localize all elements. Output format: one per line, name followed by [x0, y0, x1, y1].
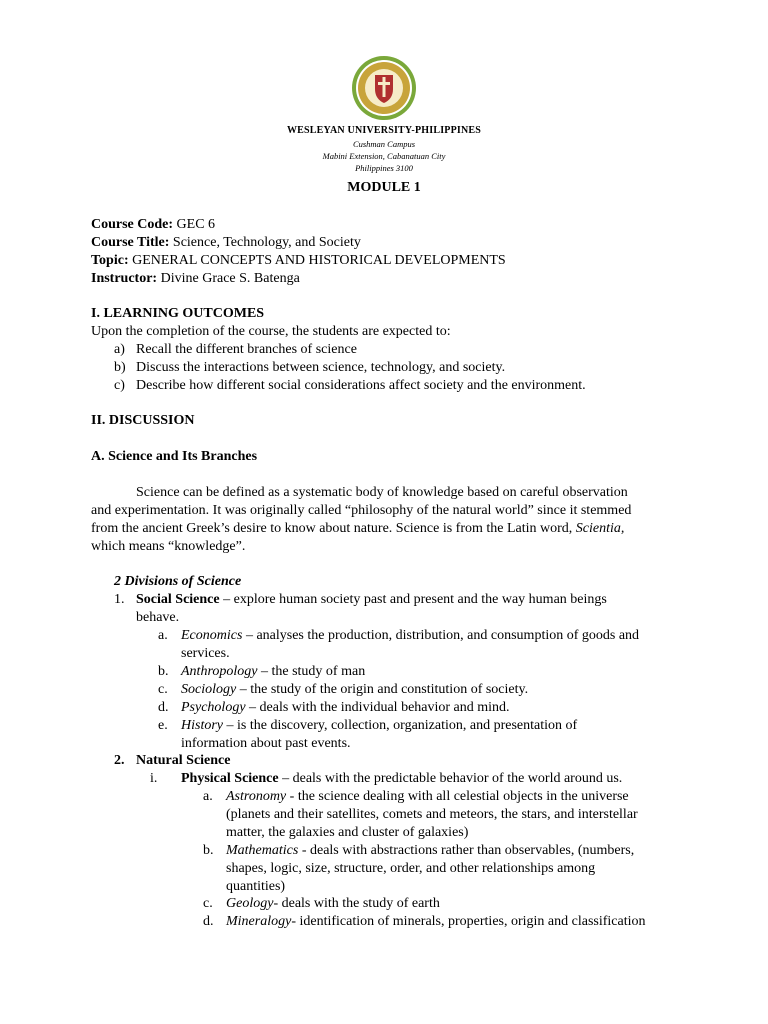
mathematics-def-cont-2: quantities) — [226, 879, 286, 894]
outcome-item-b: Discuss the interactions between science, technology, and society. — [136, 360, 506, 375]
mineralogy-def: - identification of minerals, properties, origin and classification — [291, 914, 646, 929]
instructor-label: Instructor: — [91, 271, 158, 286]
social-science-line — [136, 591, 607, 608]
astronomy-term: Astronomy — [226, 789, 287, 804]
sociology-marker: c. — [158, 682, 168, 697]
astronomy-def: - the science dealing with all celestial objects in the universe — [286, 789, 629, 804]
sociology-term: Sociology — [181, 682, 237, 697]
paragraph-line-4: which means “knowledge”. — [91, 539, 246, 554]
mineralogy-line — [226, 913, 646, 930]
natural-science-term: Natural Science — [136, 753, 231, 768]
economics-def-cont: services. — [181, 646, 230, 661]
course-code-line — [91, 216, 215, 233]
divisions-heading: 2 Divisions of Science — [114, 574, 242, 589]
mineralogy-term: Mineralogy — [226, 914, 292, 929]
paragraph-line-2: and experimentation. It was originally called “philosophy of the natural world” since it stemmed — [91, 503, 632, 518]
astronomy-line — [226, 788, 629, 805]
history-marker: e. — [158, 718, 168, 733]
university-name: WESLEYAN UNIVERSITY-PHILIPPINES — [286, 125, 482, 136]
paragraph-line-1: Science can be defined as a systematic body of knowledge based on careful observation — [136, 485, 628, 500]
outcome-marker-c: c) — [114, 378, 125, 393]
course-title-line — [91, 234, 361, 251]
mathematics-term: Mathematics — [226, 843, 299, 858]
address-line-1: Mabini Extension, Cabanatuan City — [322, 151, 446, 161]
physical-science-term: Physical Science — [181, 771, 279, 786]
mathematics-marker: b. — [203, 843, 214, 858]
social-science-def: – explore human society past and present and the way human beings — [219, 592, 607, 607]
economics-def: – analyses the production, distribution, and consumption of goods and — [242, 628, 640, 643]
psychology-term: Psychology — [181, 700, 246, 715]
mathematics-def-cont-1: shapes, logic, size, structure, order, and other relationships among — [226, 861, 596, 876]
anthropology-def: – the study of man — [257, 664, 366, 679]
psychology-marker: d. — [158, 700, 169, 715]
history-def: – is the discovery, collection, organization, and presentation of — [223, 718, 578, 733]
psychology-def: – deals with the individual behavior and mind. — [245, 700, 510, 715]
module-title: MODULE 1 — [347, 180, 421, 195]
astronomy-marker: a. — [203, 789, 213, 804]
discussion-heading: II. DISCUSSION — [91, 413, 195, 428]
course-code-value: GEC 6 — [176, 217, 216, 232]
learning-outcomes-intro: Upon the completion of the course, the students are expected to: — [91, 324, 451, 339]
campus-name: Cushman Campus — [352, 139, 416, 149]
geology-def: - deals with the study of earth — [273, 896, 440, 911]
paragraph-line-3-text: from the ancient Greek’s desire to know about nature. Science is from the Latin word, — [91, 521, 576, 536]
outcome-marker-a: a) — [114, 342, 125, 357]
social-science-marker: 1. — [114, 592, 125, 607]
instructor-value: Divine Grace S. Batenga — [160, 271, 300, 286]
history-def-cont: information about past events. — [181, 736, 351, 751]
physical-science-marker: i. — [150, 771, 158, 786]
anthropology-term: Anthropology — [181, 664, 258, 679]
topic-label: Topic: — [91, 253, 129, 268]
mineralogy-marker: d. — [203, 914, 214, 929]
anthropology-marker: b. — [158, 664, 169, 679]
mathematics-def: - deals with abstractions rather than observables, (numbers, — [298, 843, 635, 858]
geology-marker: c. — [203, 896, 213, 911]
economics-line — [181, 627, 639, 644]
astronomy-def-cont-1: (planets and their satellites, comets and meteors, the stars, and interstellar — [226, 807, 638, 822]
astronomy-def-cont-2: matter, the galaxies and cluster of galaxies) — [226, 825, 469, 840]
learning-outcomes-heading: I. LEARNING OUTCOMES — [91, 306, 265, 321]
paragraph-line-3 — [91, 520, 624, 537]
scientia-term: Scientia, — [575, 521, 625, 536]
economics-marker: a. — [158, 628, 168, 643]
course-title-label: Course Title: — [91, 235, 170, 250]
mathematics-line — [226, 842, 634, 859]
outcome-marker-b: b) — [114, 360, 126, 375]
university-seal-logo — [351, 55, 417, 121]
sociology-def: – the study of the origin and constitution of society. — [236, 682, 529, 697]
history-term: History — [181, 718, 223, 733]
physical-science-def: – deals with the predictable behavior of the world around us. — [278, 771, 623, 786]
economics-term: Economics — [181, 628, 243, 643]
topic-line — [91, 252, 506, 269]
topic-value: GENERAL CONCEPTS AND HISTORICAL DEVELOPMENTS — [132, 253, 506, 268]
outcome-item-c: Describe how different social considerations affect society and the environment. — [136, 378, 586, 393]
course-title-value: Science, Technology, and Society — [172, 235, 361, 250]
physical-science-line — [181, 770, 622, 787]
sociology-line — [181, 681, 528, 698]
history-line — [181, 717, 577, 734]
natural-science-marker: 2. — [114, 753, 125, 768]
anthropology-line — [181, 663, 365, 680]
geology-line — [226, 895, 440, 912]
instructor-line — [91, 270, 300, 287]
course-code-label: Course Code: — [91, 217, 174, 232]
address-line-2: Philippines 3100 — [355, 163, 413, 173]
social-science-term: Social Science — [136, 592, 220, 607]
outcome-item-a: Recall the different branches of science — [136, 342, 357, 357]
geology-term: Geology — [226, 896, 274, 911]
section-a-heading: A. Science and Its Branches — [91, 449, 258, 464]
psychology-line — [181, 699, 510, 716]
social-science-def-cont: behave. — [136, 610, 180, 625]
